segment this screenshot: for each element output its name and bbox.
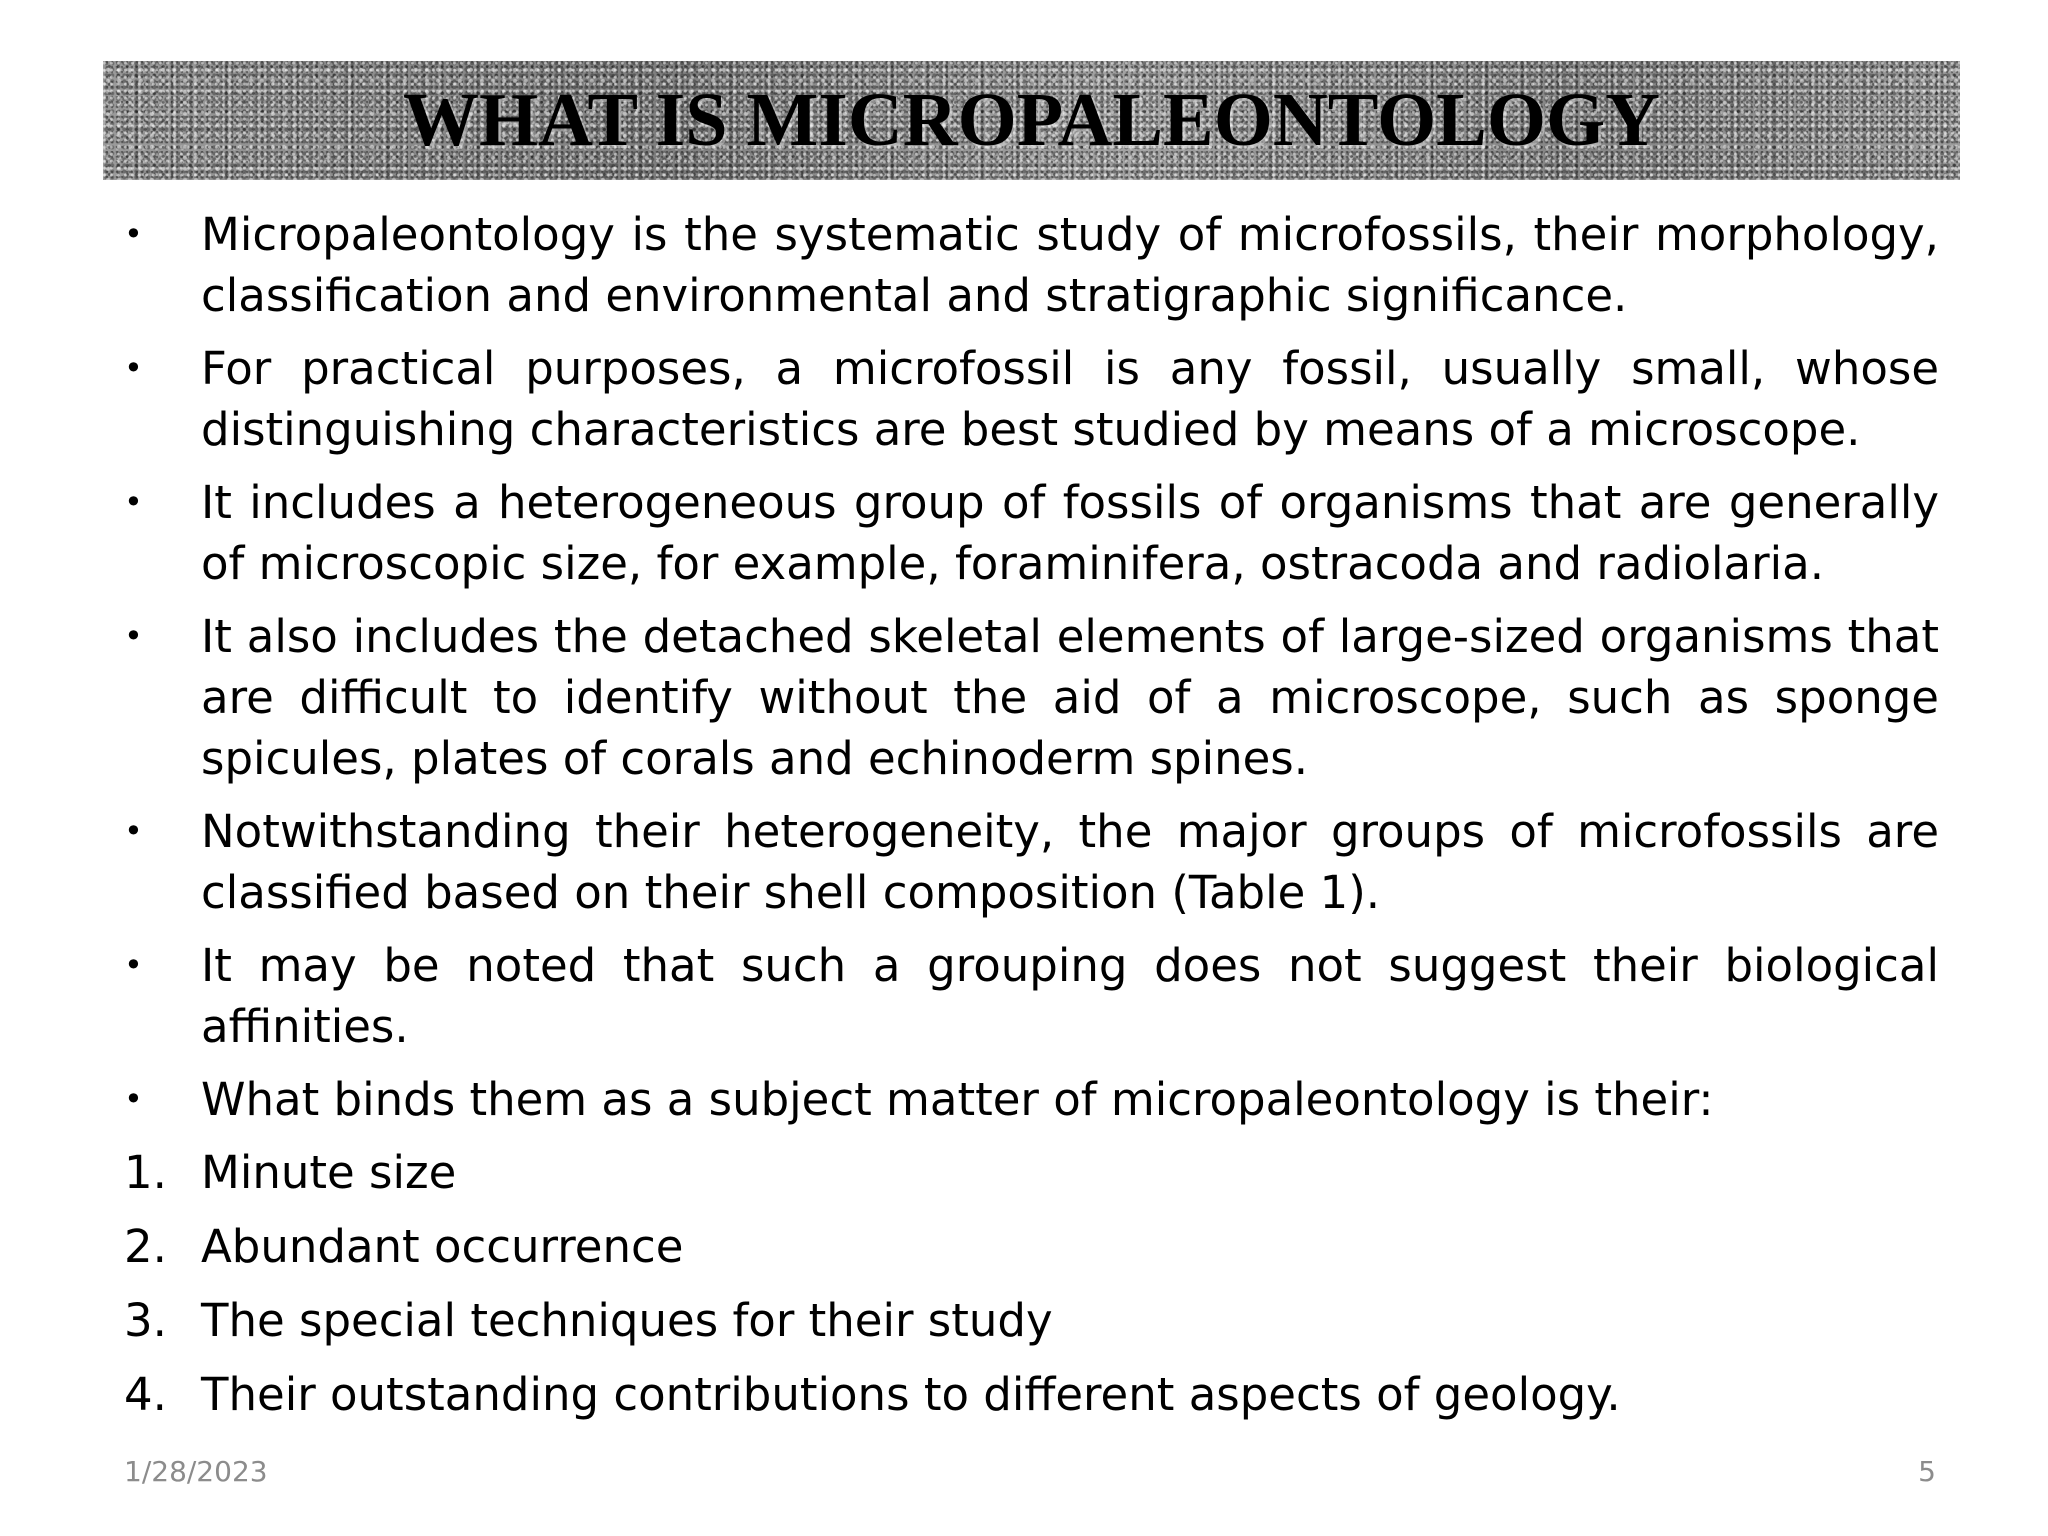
bullet-text: What binds them as a subject matter of micropaleontology is their: (201, 1073, 1714, 1126)
bullet-text: Notwithstanding their heterogeneity, the major groups of microfossils are classified based on their shell composition (Table 1). (201, 805, 1939, 919)
numbered-item (124, 1216, 1939, 1277)
bullet-item (124, 801, 1939, 923)
numbered-text: Abundant occurrence (201, 1220, 684, 1273)
bullet-item (124, 204, 1939, 326)
numbered-text: The special techniques for their study (201, 1294, 1053, 1347)
bullet-marker: • (124, 215, 143, 253)
bullet-marker: • (124, 946, 143, 984)
bullet-text: Micropaleontology is the systematic study of microfossils, their morphology, classification and environmental and stratigraphic significance. (201, 208, 1939, 322)
numbered-text: Their outstanding contributions to different aspects of geology. (201, 1368, 1621, 1421)
number-marker: 4. (124, 1368, 167, 1421)
bullet-item (124, 606, 1939, 789)
numbered-item (124, 1364, 1939, 1425)
bullet-marker: • (124, 812, 143, 850)
slide-body (124, 204, 1939, 1438)
bullet-item (124, 1069, 1939, 1130)
bullet-text: It may be noted that such a grouping does not suggest their biological affinities. (201, 939, 1939, 1053)
title-banner (103, 61, 1960, 180)
page-number: 5 (1918, 1455, 1936, 1488)
bullet-text: For practical purposes, a microfossil is any fossil, usually small, whose distinguishing characteristics are best studied by means of a microscope. (201, 342, 1939, 456)
bullet-marker: • (124, 483, 143, 521)
slide-title: WHAT IS MICROPALEONTOLOGY (402, 78, 1660, 162)
bullet-text: It also includes the detached skeletal elements of large-sized organisms that are difficult to identify without the aid of a microscope, such as sponge spicules, plates of corals and echinoderm spines. (201, 610, 1939, 785)
footer-date: 1/28/2023 (124, 1455, 268, 1488)
bullet-marker: • (124, 1080, 143, 1118)
bullet-item (124, 472, 1939, 594)
bullet-marker: • (124, 349, 143, 387)
bullet-text: It includes a heterogeneous group of fossils of organisms that are generally of microscopic size, for example, foraminifera, ostracoda and radiolaria. (201, 476, 1939, 590)
numbered-item (124, 1142, 1939, 1203)
numbered-text: Minute size (201, 1146, 457, 1199)
number-marker: 3. (124, 1294, 167, 1347)
bullet-item (124, 935, 1939, 1057)
number-marker: 2. (124, 1220, 167, 1273)
bullet-item (124, 338, 1939, 460)
number-marker: 1. (124, 1146, 167, 1199)
bullet-marker: • (124, 617, 143, 655)
numbered-item (124, 1290, 1939, 1351)
